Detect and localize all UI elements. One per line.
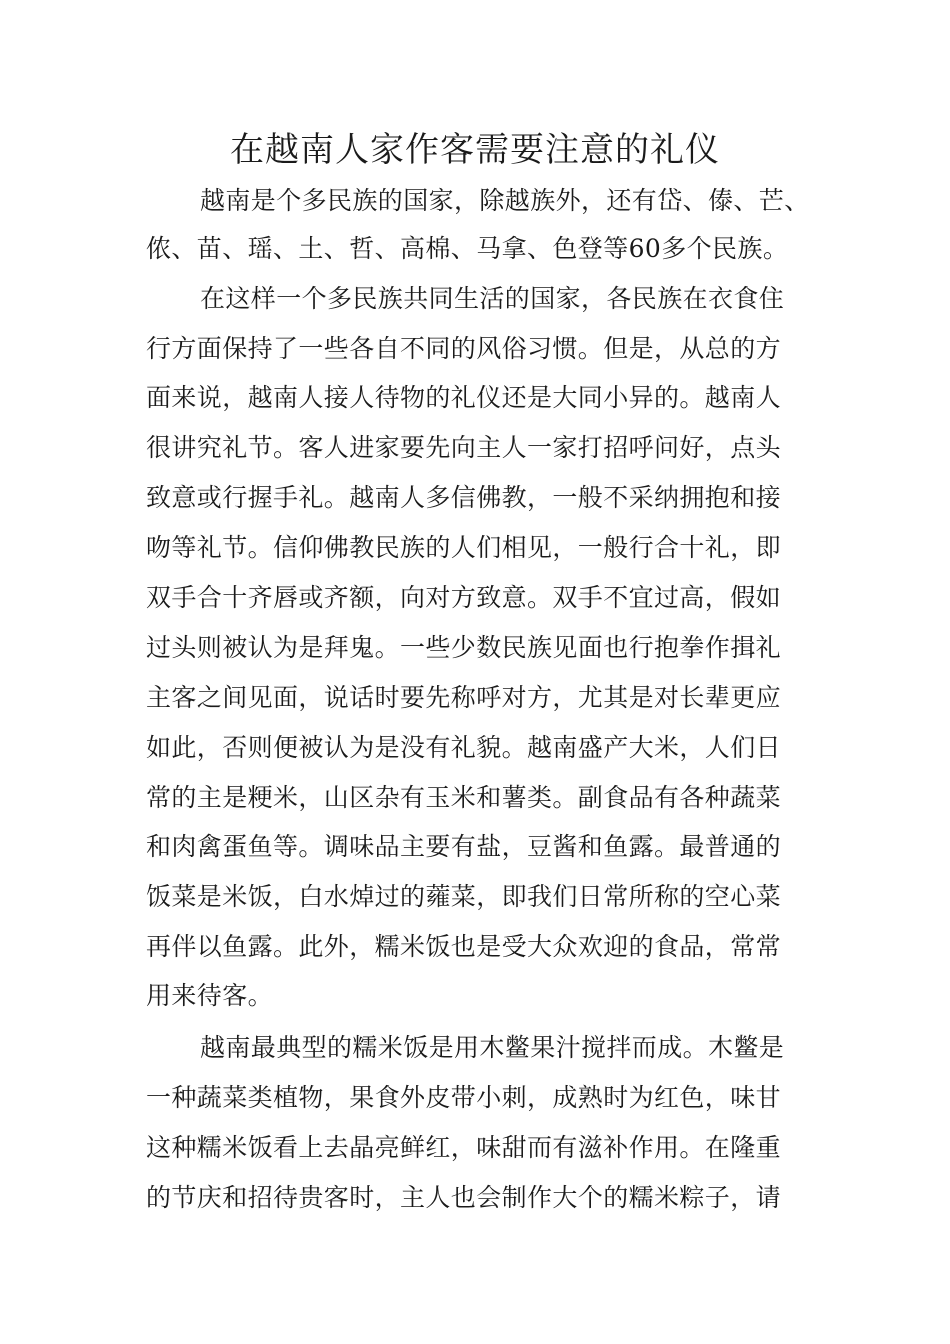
paragraph-3-line-1: 越南最典型的糯米饭是用木鳖果汁搅拌而成。木鳖是	[200, 1033, 785, 1062]
paragraph-2-line-14: 再伴以鱼露。此外，糯米饭也是受大众欢迎的食品，常常	[146, 932, 782, 961]
paragraph-2-line-4: 很讲究礼节。客人进家要先向主人一家打招呼问好，点头	[146, 433, 782, 462]
paragraph-2-line-15: 用来待客。	[146, 981, 274, 1010]
paragraph-2-line-9: 主客之间见面，说话时要先称呼对方，尤其是对长辈更应	[146, 683, 782, 712]
paragraph-2-line-7: 双手合十齐唇或齐额，向对方致意。双手不宜过高，假如	[146, 583, 782, 612]
paragraph-2-line-11: 常的主是粳米，山区杂有玉米和薯类。副食品有各种蔬菜	[146, 783, 782, 812]
paragraph-3-line-2: 一种蔬菜类植物，果食外皮带小刺，成熟时为红色，味甘	[146, 1083, 782, 1112]
paragraph-2-line-1: 在这样一个多民族共同生活的国家，各民族在衣食住	[200, 284, 785, 313]
paragraph-2-line-5: 致意或行握手礼。越南人多信佛教，一般不采纳拥抱和接	[146, 483, 782, 512]
paragraph-1-line-1: 越南是个多民族的国家，除越族外，还有岱、傣、芒、	[200, 186, 810, 215]
paragraph-3-line-3: 这种糯米饭看上去晶亮鲜红，味甜而有滋补作用。在隆重	[146, 1133, 782, 1162]
paragraph-2-line-12: 和肉禽蛋鱼等。调味品主要有盐，豆酱和鱼露。最普通的	[146, 832, 782, 861]
paragraph-2-line-2: 行方面保持了一些各自不同的风俗习惯。但是，从总的方	[146, 334, 782, 363]
document-title: 在越南人家作客需要注意的礼仪	[230, 130, 720, 170]
paragraph-2-line-3: 面来说，越南人接人待物的礼仪还是大同小异的。越南人	[146, 383, 782, 412]
paragraph-2-line-13: 饭菜是米饭，白水焯过的蕹菜，即我们日常所称的空心菜	[146, 882, 782, 911]
paragraph-3-line-4: 的节庆和招待贵客时，主人也会制作大个的糯米粽子，请	[146, 1183, 782, 1212]
paragraph-2-line-10: 如此，否则便被认为是没有礼貌。越南盛产大米，人们日	[146, 733, 782, 762]
paragraph-2-line-8: 过头则被认为是拜鬼。一些少数民族见面也行抱拳作揖礼	[146, 633, 782, 662]
paragraph-1-line-2: 侬、苗、瑶、土、哲、高棉、马拿、色登等60多个民族。	[146, 234, 789, 263]
paragraph-2-line-6: 吻等礼节。信仰佛教民族的人们相见，一般行合十礼，即	[146, 533, 782, 562]
